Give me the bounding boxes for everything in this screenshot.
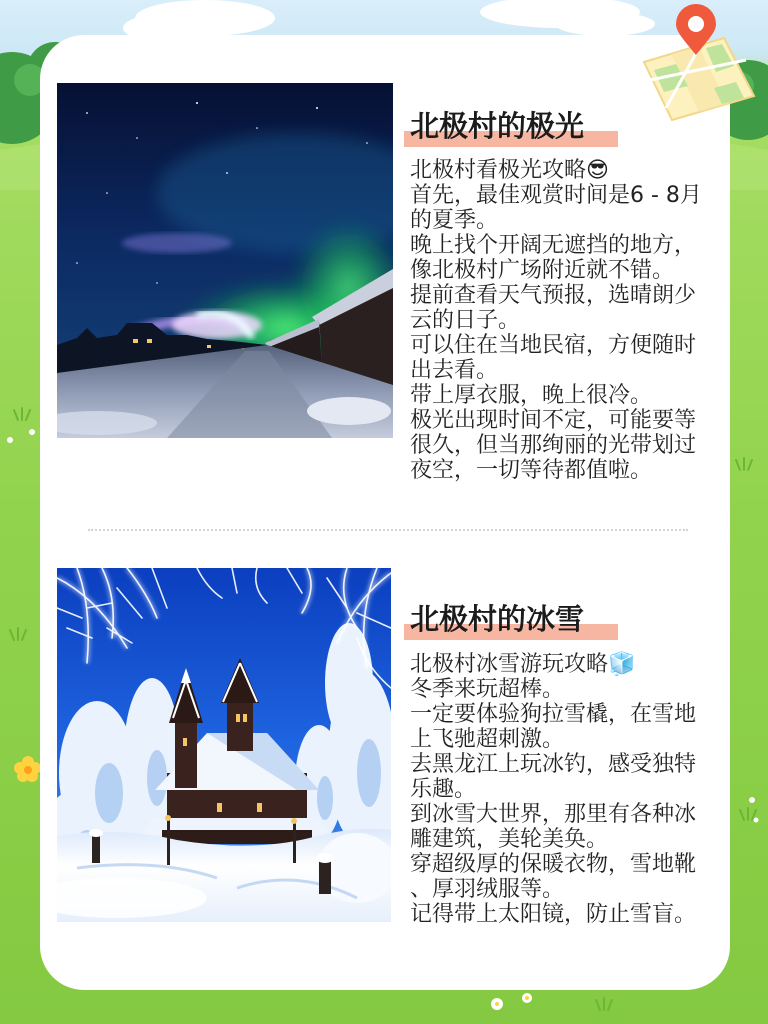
section-title-snow: [404, 600, 618, 640]
section-title-text: 北极村的冰雪: [410, 602, 585, 636]
tip-paragraph: 极光出现时间不定，可能要等很久，但当那绚丽的光带划过夜空，一切等待都值啦。: [410, 408, 697, 483]
section-body-aurora: [410, 158, 706, 483]
guide-heading: 北极村冰雪游玩攻略🧊: [410, 652, 636, 677]
tip-paragraph: 首先，最佳观赏时间是6 - 8月的夏季。: [410, 183, 702, 233]
tip-paragraph: 记得带上太阳镜，防止雪盲。: [410, 902, 697, 927]
tip-paragraph: 冬季来玩超棒。: [410, 677, 565, 702]
snow-church-photo: [57, 568, 391, 922]
tip-paragraph: 穿超级厚的保暖衣物，雪地靴、厚羽绒服等。: [410, 852, 697, 902]
map-pin-icon: [636, 0, 760, 128]
aurora-photo: [57, 83, 393, 438]
section-title-text: 北极村的极光: [410, 109, 585, 143]
dotted-divider: [88, 529, 688, 531]
tip-paragraph: 可以住在当地民宿，方便随时出去看。: [410, 333, 697, 383]
section-body-snow: [410, 652, 706, 927]
tip-paragraph: 一定要体验狗拉雪橇，在雪地上飞驰超刺激。: [410, 702, 697, 752]
tip-paragraph: 去黑龙江上玩冰钓，感受独特乐趣。: [410, 752, 697, 802]
tip-paragraph: 到冰雪大世界，那里有各种冰雕建筑，美轮美奂。: [410, 802, 697, 852]
tip-paragraph: 带上厚衣服，晚上很冷。: [410, 383, 653, 408]
tip-paragraph: 提前查看天气预报，选晴朗少云的日子。: [410, 283, 697, 333]
section-title-aurora: [404, 107, 618, 147]
tip-paragraph: 晚上找个开阔无遮挡的地方，像北极村广场附近就不错。: [410, 233, 697, 283]
guide-heading: 北极村看极光攻略😎: [410, 158, 609, 183]
